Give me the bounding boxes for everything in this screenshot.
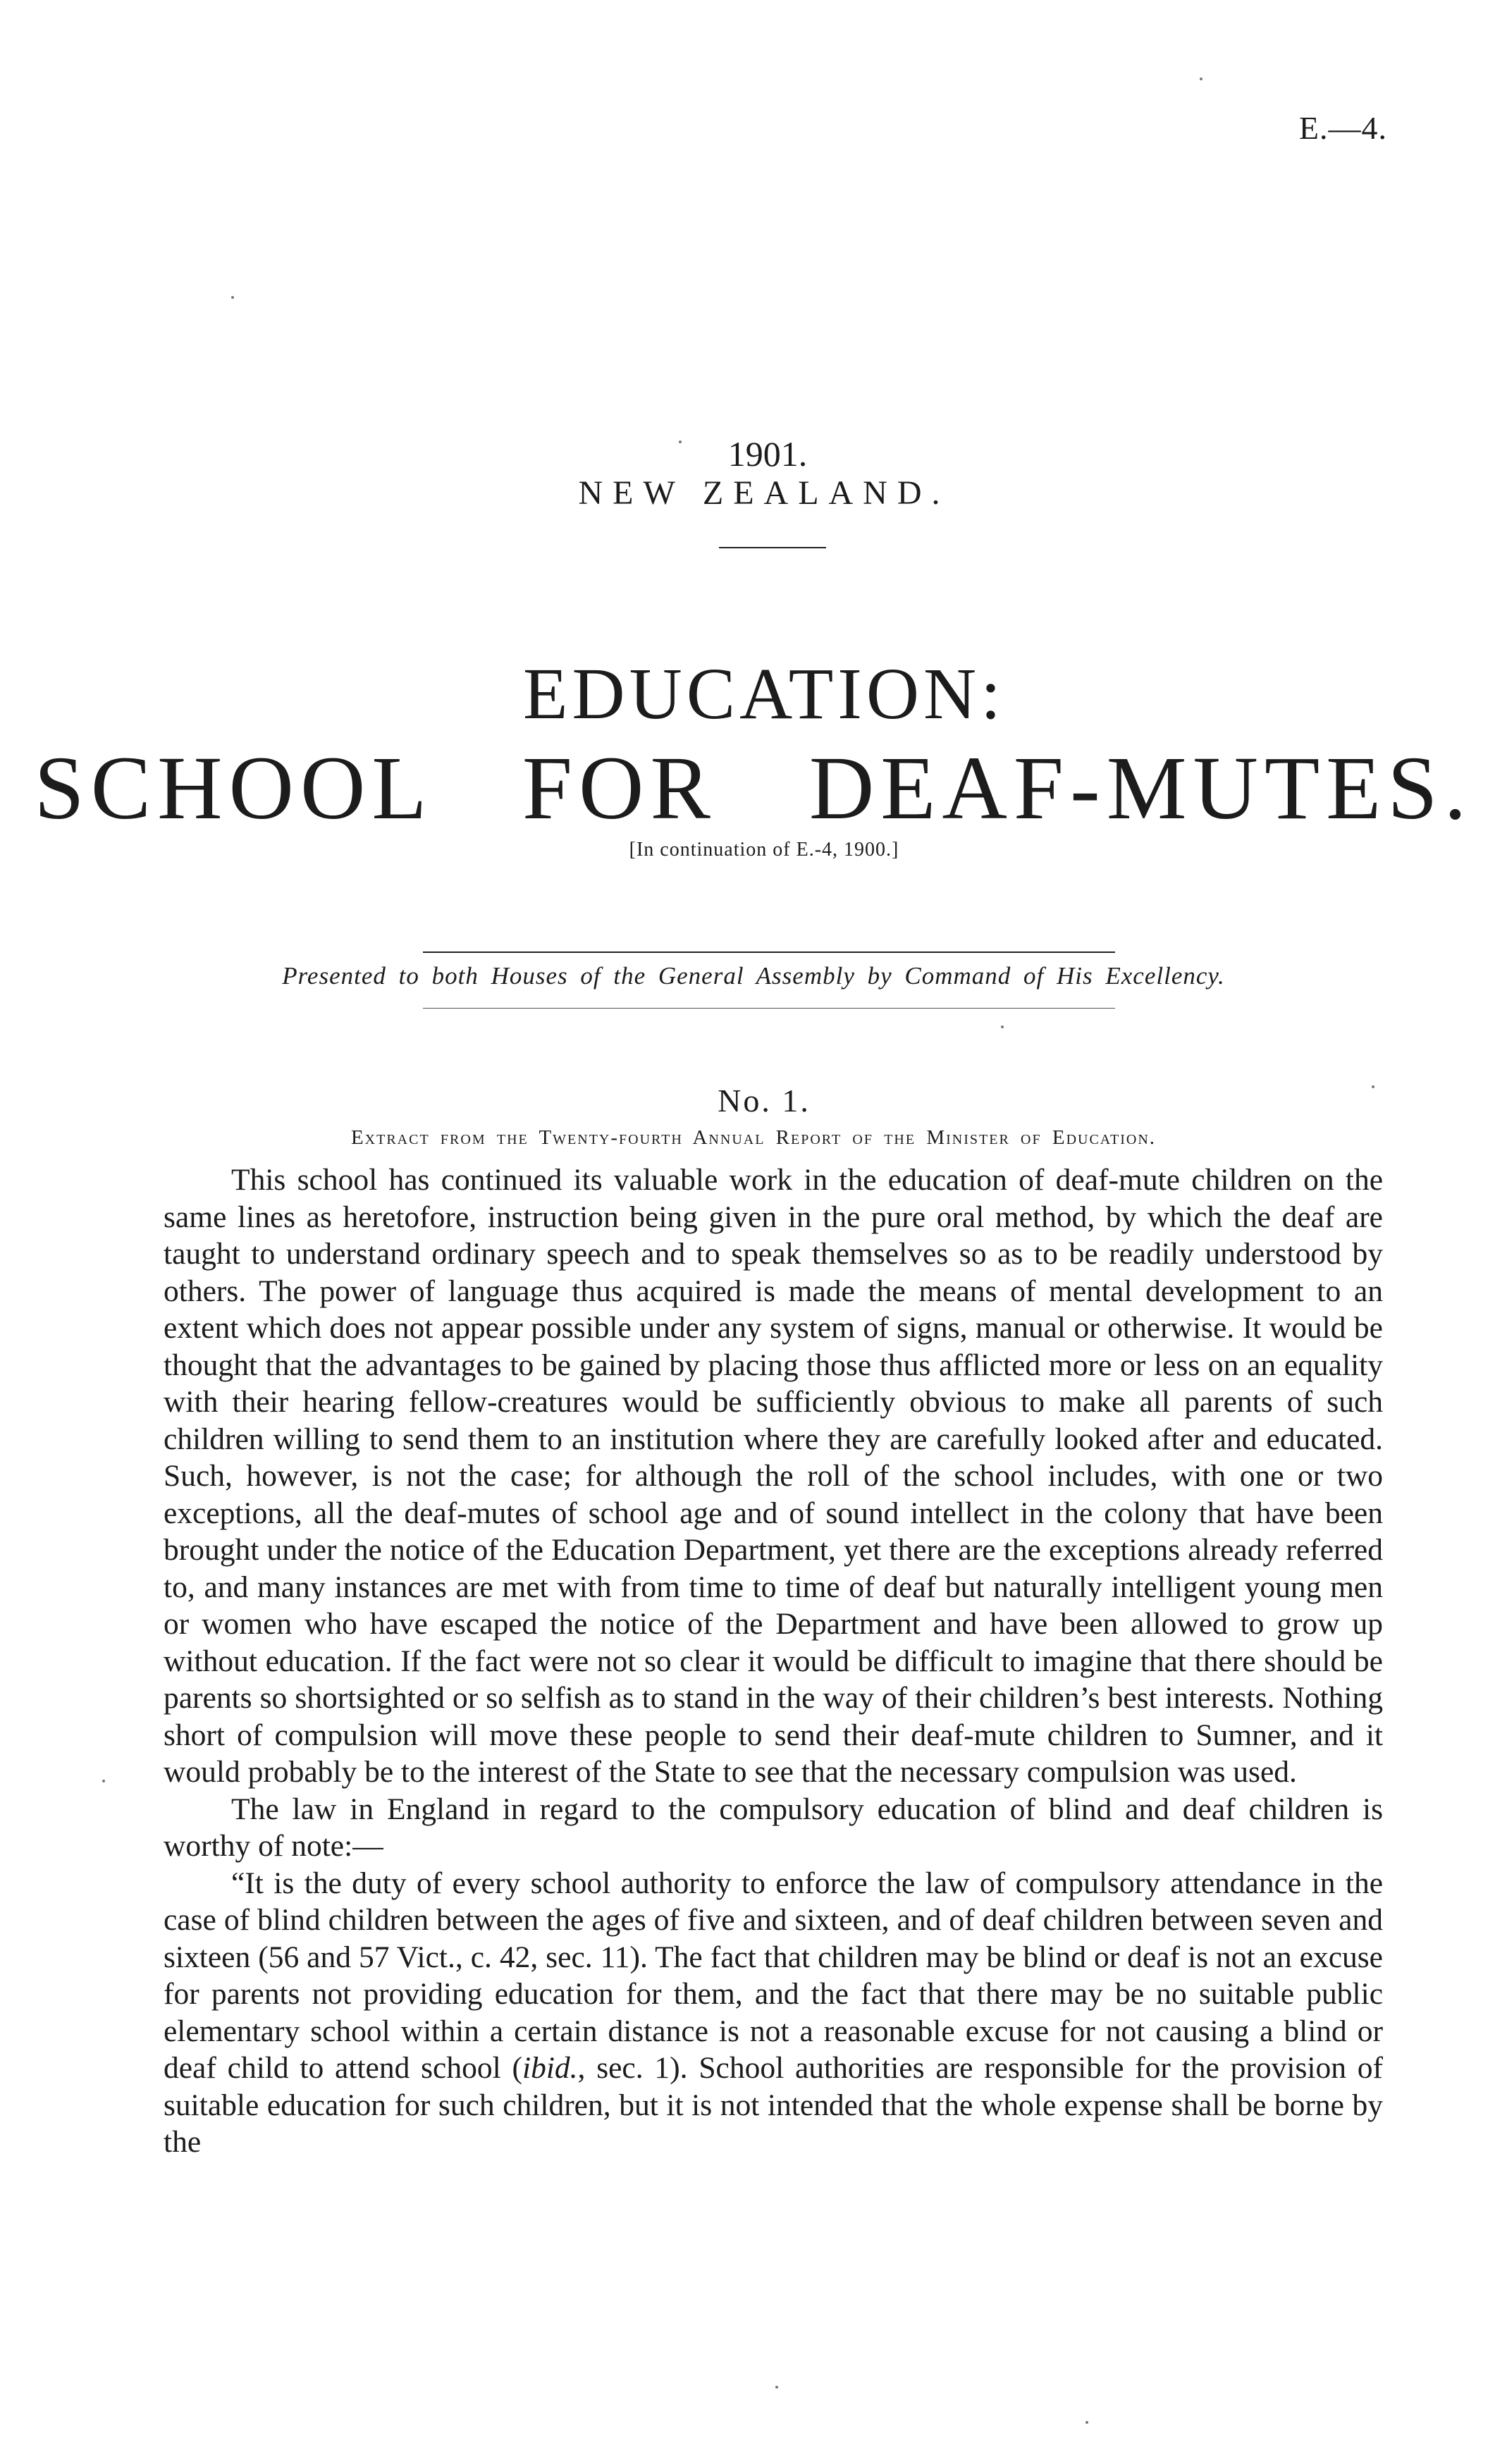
scan-speck [1200, 78, 1202, 80]
quotation-ibid: ibid. [522, 2051, 578, 2085]
scan-speck [679, 441, 682, 443]
scan-speck [1372, 1085, 1374, 1088]
paragraph: The law in England in regard to the compulsory education of blind and deaf children is worthy of note:— [164, 1792, 1383, 1863]
section-heading: Extract from the Twenty-fourth Annual Report of the Minister of Education. [350, 1126, 1157, 1149]
quotation-text: “It is the duty of every school authority to enforce the law of compulsory attendance in the case of blind children between the ages of five and sixteen, and of deaf children between seven and sixteen (56 and 57 Vict., c. 42, sec. 11). The fact that children may be blind or deaf is not an excuse for parents not providing education for them, and the fact that there may be no suitable public elementary school within a certain distance is not a reasonable excuse for not causing a blind or deaf child to attend school ( [164, 1866, 1383, 2085]
subtitle: SCHOOL FOR DEAF-MUTES. [34, 738, 1473, 838]
continuation-note: [In continuation of E.-4, 1900.] [629, 839, 899, 861]
scan-speck [1001, 1025, 1004, 1028]
scan-speck [231, 296, 234, 299]
quotation-text-continued: , sec. 1). School authorities are responsible for the provision of suitable education for such children, but it is not intended that the whole expense shall be borne by the [164, 2051, 1383, 2159]
presented-line: Presented to both Houses of the General Assembly by Command of His Excellency. [282, 962, 1225, 990]
scan-speck [1085, 2421, 1088, 2424]
document-country: NEW ZEALAND. [578, 474, 950, 512]
scan-speck [102, 1780, 105, 1782]
quotation [164, 1865, 1383, 2161]
body-text [164, 1162, 1383, 2161]
presented-rule-top [423, 951, 1115, 953]
presented-rule-bottom [423, 1008, 1115, 1009]
title-divider-short [719, 547, 826, 548]
main-title: EDUCATION: [523, 653, 1005, 734]
page-reference: E.—4. [1298, 110, 1387, 146]
paragraph: This school has continued its valuable work in the education of deaf-mute children on the same lines as heretofore, instruction being given in the pure oral method, by which the deaf are taught to understand ordinary speech and to speak themselves so as to be readily understood by others. The power of language thus acquired is made the means of mental development to an extent which does not appear possible under any system of signs, manual or otherwise. It would be thought that the advantages to be gained by placing those thus afflicted more or less on an equality with their hearing fellow-creatures would be sufficiently obvious to make all parents of such children willing to send them to an institution where they are carefully looked after and educated. Such, however, is not the case; for although the roll of the school includes, with one or two exceptions, all the deaf-mutes of school age and of sound intellect in the colony that have been brought under the notice of the Education Department, yet there are the exceptions already referred to, and many instances are met with from time to time of deaf but naturally intelligent young men or women who have escaped the notice of the Department and have been allowed to grow up without education. If the fact were not so clear it would be difficult to imagine that there should be parents so shortsighted or so selfish as to stand in the way of their children’s best interests. Nothing short of compulsion will move these people to send their deaf-mute children to Sumner, and it would probably be to the interest of the State to see that the necessary compulsion was used. [164, 1163, 1383, 1789]
document-year: 1901. [727, 434, 808, 474]
section-number: No. 1. [718, 1083, 811, 1119]
scan-speck [775, 2386, 778, 2389]
